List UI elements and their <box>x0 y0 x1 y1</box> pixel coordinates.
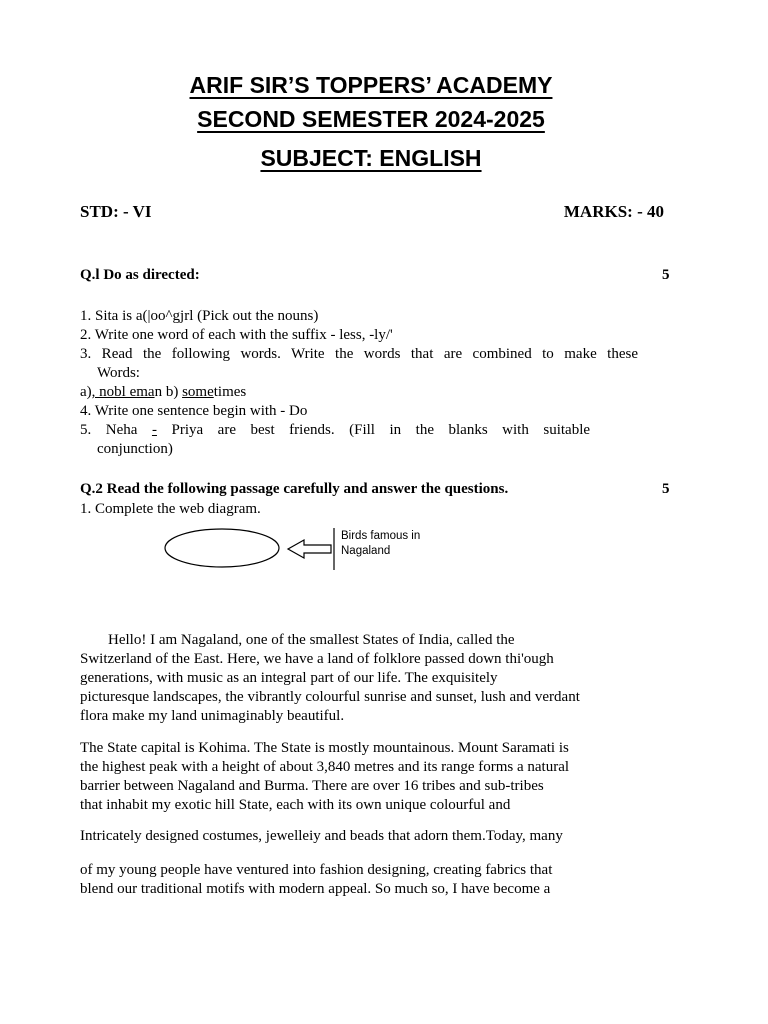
passage-line: blend our traditional motifs with modern appeal. So much so, I have become a <box>80 881 551 897</box>
semester-title: SECOND SEMESTER 2024-2025 <box>197 106 545 132</box>
q2-title: Q.2 Read the following passage carefully and answer the questions. <box>80 481 509 497</box>
q1-item-3: 3. Read the following words. Write the words that are combined to make these <box>80 346 638 362</box>
passage-line: that inhabit my exotic hill State, each with its own unique colourful and <box>80 797 511 813</box>
q1-item-4: 4. Write one sentence begin with - Do <box>80 403 308 419</box>
item-3b-rest: times <box>213 384 247 400</box>
q1-item-3-continued: Words: <box>97 365 140 381</box>
std-label: STD: - VI <box>80 202 152 221</box>
passage-line: the highest peak with a height of about 3,840 metres and its range forms a natural <box>80 759 570 775</box>
passage-paragraph-1 <box>80 631 580 726</box>
passage-paragraph-2 <box>80 739 569 815</box>
q1-item-5 <box>80 421 590 440</box>
item-3a-rest: n b) <box>154 384 183 400</box>
passage-line: of my young people have ventured into fashion designing, creating fabrics that <box>80 862 553 878</box>
q1-item-5-continued: conjunction) <box>97 441 173 457</box>
q1-item-1: 1. Sita is a(|oo^gjrl (Pick out the nouns) <box>80 308 319 324</box>
item-3a-word: , nobl ema <box>91 384 155 400</box>
arrow-left-icon <box>288 540 331 558</box>
diagram-label <box>341 529 420 559</box>
diagram-label-line-1: Birds famous in <box>341 530 421 542</box>
q1-item-2: 2. Write one word of each with the suffix - less, -ly/' <box>80 327 393 343</box>
item-5-end: Priya are best friends. (Fill in the blanks with suitable <box>171 422 591 438</box>
marks-label: MARKS: - 40 <box>563 202 664 221</box>
diagram-label-line-2: Nagaland <box>341 545 391 557</box>
q2-item-1: 1. Complete the web diagram. <box>80 501 261 517</box>
passage-line: Switzerland of the East. Here, we have a land of folklore passed down thi'ough <box>80 651 554 667</box>
passage-line: The State capital is Kohima. The State is mostly mountainous. Mount Saramati is <box>80 740 569 756</box>
q1-title: Q.l Do as directed: <box>80 267 200 283</box>
web-diagram <box>158 524 448 572</box>
passage-line: flora make my land unimaginably beautiful. <box>80 708 345 724</box>
item-3b-word: some <box>182 384 214 400</box>
passage-paragraph-3: Intricately designed costumes, jewelleiy and beads that adorn them.Today, many <box>80 828 563 844</box>
subject-title: SUBJECT: ENGLISH <box>260 145 482 171</box>
passage-line: barrier between Nagaland and Burma. There are over 16 tribes and sub-tribes <box>80 778 544 794</box>
q1-item-3-words <box>80 383 246 402</box>
item-5-start: 5. Neha <box>80 422 138 438</box>
passage-line: Hello! I am Nagaland, one of the smallest States of India, called the <box>108 632 515 648</box>
passage-line: generations, with music as an integral part of our life. The exquisitely <box>80 670 498 686</box>
item-5-blank: - <box>151 422 157 438</box>
q2-marks: 5 <box>662 481 670 497</box>
passage-paragraph-4 <box>80 861 552 899</box>
passage-line: picturesque landscapes, the vibrantly colourful sunrise and sunset, lush and verdant <box>80 689 580 705</box>
academy-title: ARIF SIR’S TOPPERS’ ACADEMY <box>189 72 553 98</box>
q1-marks: 5 <box>662 267 670 283</box>
item-3a-prefix: a) <box>80 384 92 400</box>
answer-ellipse <box>165 529 279 567</box>
